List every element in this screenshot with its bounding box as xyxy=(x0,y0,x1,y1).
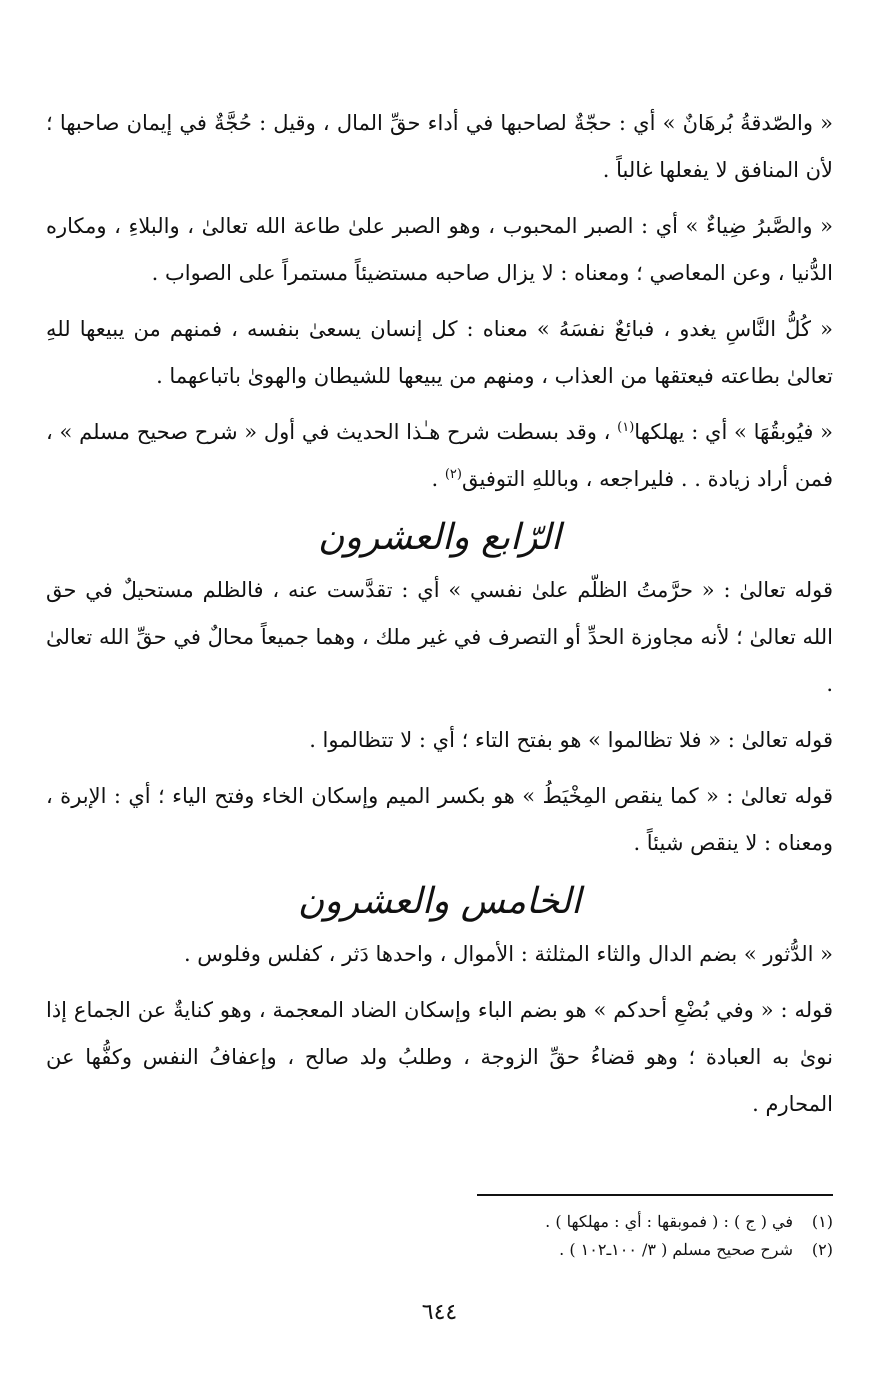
paragraph-intimacy: قوله : « وفي بُضْعِ أحدكم » هو بضم الباء وإسكان الضاد المعجمة ، وهو كنايةٌ عن الجماع إذا نوىٰ به العبادة ؛ وهو قضاءُ حقِّ الزوجة ، وطلبُ ولد صالح ، وإعفافُ النفس وكفُّها عن المحارم . xyxy=(46,998,833,1116)
footnote-item xyxy=(46,1236,833,1264)
footnote-divider xyxy=(477,1194,833,1196)
footnote-text: شرح صحيح مسلم ( ٣/ ١٠٠ـ١٠٢ ) . xyxy=(559,1240,793,1259)
paragraph-people: « كُلُّ النَّاسِ يغدو ، فبائعٌ نفسَهُ » معناه : كل إنسان يسعىٰ بنفسه ، فمنهم من يبيعها للهِ تعالىٰ بطاعته فيعتقها من العذاب ، ومنهم من يبيعها للشيطان والهوىٰ باتباعهما . xyxy=(46,317,833,388)
footnote-text: في ( ج ) : ( فموبقها : أي : مهلكها ) . xyxy=(545,1212,793,1231)
section-heading-25: الخامس والعشرون xyxy=(297,881,582,922)
footnote-number: (١) xyxy=(811,1212,833,1231)
paragraph-no-oppression: قوله تعالىٰ : « فلا تظالموا » هو بفتح التاء ؛ أي : لا تتظالموا . xyxy=(309,728,833,752)
paragraph-destroy xyxy=(46,409,833,503)
paragraph-patience: « والصَّبرُ ضِياءٌ » أي : الصبر المحبوب ، وهو الصبر علىٰ طاعة الله تعالىٰ ، والبلاءِ ، ومكاره الدُّنيا ، وعن المعاصي ؛ ومعناه : لا يزال صاحبه مستضيئاً مستمراً على الصواب . xyxy=(46,214,833,285)
footnotes xyxy=(46,1208,833,1264)
footnote-ref-2[interactable]: (٢) xyxy=(444,467,462,482)
footnote-number: (٢) xyxy=(811,1240,833,1259)
paragraph-destroy-part2: ، وقد بسطت شرح هـٰذا الحديث في أول « شرح صحيح مسلم » ، فمن أراد زيادة . . فليراجعه ، وباللهِ التوفيق xyxy=(46,420,833,491)
paragraph-destroy-part1: « فيُوبقُهَا » أي : يهلكها xyxy=(634,420,833,444)
paragraph-destroy-part3: . xyxy=(431,467,445,491)
paragraph-injustice: قوله تعالىٰ : « حرَّمتُ الظلّم علىٰ نفسي » أي : تقدَّست عنه ، فالظلم مستحيلٌ في حق الله تعالىٰ ؛ لأنه مجاوزة الحدِّ أو التصرف في غير ملك ، وهما جميعاً محالٌ في حقِّ الله تعالىٰ . xyxy=(46,578,833,696)
footnote-item xyxy=(46,1208,833,1236)
page-number: ٦٤٤ xyxy=(421,1300,458,1325)
paragraph-charity: « والصّدقةُ بُرهَانٌ » أي : حجّةٌ لصاحبها في أداء حقِّ المال ، وقيل : حُجَّةٌ في إيمان صاحبها ؛ لأن المنافق لا يفعلها غالباً . xyxy=(46,111,833,182)
paragraph-needle: قوله تعالىٰ : « كما ينقص المِخْيَطُ » هو بكسر الميم وإسكان الخاء وفتح الياء ؛ أي : الإبرة ، ومعناه : لا ينقص شيئاً . xyxy=(46,784,833,855)
paragraph-wealth: « الدُّثور » بضم الدال والثاء المثلثة : الأموال ، واحدها دَثر ، كفلس وفلوس . xyxy=(183,942,833,966)
footnote-ref-1[interactable]: (١) xyxy=(617,420,635,435)
section-heading-24: الرّابع والعشرون xyxy=(318,517,561,558)
